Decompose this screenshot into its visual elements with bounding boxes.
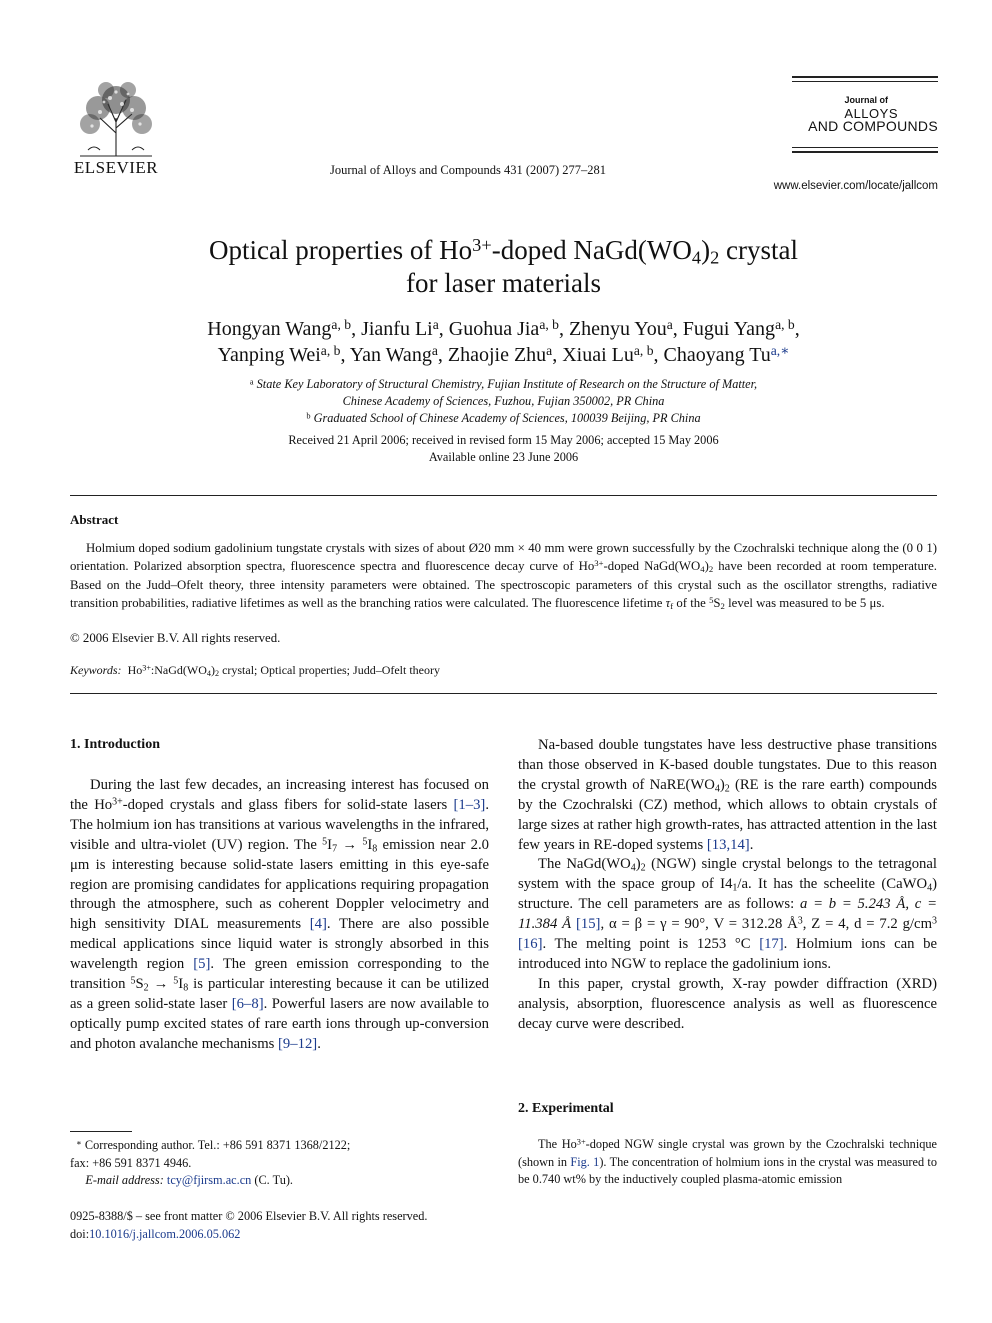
elsevier-tree-icon <box>70 78 162 158</box>
journal-logo-rule-bottom-thin <box>792 147 938 148</box>
abstract-body <box>70 539 937 612</box>
email-line: E-mail address: tcy@fjirsm.ac.cn (C. Tu). <box>85 1173 294 1187</box>
citation-link[interactable]: [4] <box>309 916 327 933</box>
rule-above-abstract <box>70 495 937 496</box>
citation-link[interactable]: [5] <box>193 956 211 973</box>
doi-line: doi:10.1016/j.jallcom.2006.05.062 <box>70 1226 241 1241</box>
experimental-body <box>518 1136 937 1189</box>
available-online: Available online 23 June 2006 <box>428 450 579 464</box>
keywords: Keywords: $Ho^{3+}:NaGd(WO_4)_2$ crystal; Optical properties; Judd–Ofelt theory <box>70 663 441 679</box>
journal-url[interactable]: www.elsevier.com/locate/jallcom <box>773 180 938 192</box>
title-line1: Optical properties of $Ho^{3+}$-doped $NaGd(WO_4)_2$ crystal <box>208 234 798 268</box>
author: Yan Wang$^a$, <box>349 342 448 366</box>
footnotes <box>70 1137 489 1190</box>
affiliation-a-cont: Chinese Academy of Sciences, Fuzhou, Fujian 350002, PR China <box>342 394 665 408</box>
title-line2: for laser materials <box>406 268 601 298</box>
journal-logo-rule-top <box>792 76 938 78</box>
citation-link[interactable]: [6–8] <box>231 995 264 1012</box>
affiliations <box>70 376 937 427</box>
journal-logo-text <box>792 94 938 133</box>
author-list <box>70 316 937 368</box>
author: Jianfu Li$^a$, <box>361 316 449 340</box>
journal-citation: Journal of Alloys and Compounds 431 (2007) 277–281 <box>330 163 607 177</box>
journal-logo-line2: ALLOYS <box>844 106 898 121</box>
author: Hongyan Wang$^{a, b}$, <box>207 316 362 340</box>
journal-logo-rule-top-thin <box>792 81 938 82</box>
author: Zhaojie Zhu$^a$, <box>447 342 563 366</box>
journal-logo-line3: AND COMPOUNDS <box>808 118 938 134</box>
keywords-label: Keywords: <box>70 663 122 677</box>
section-heading-introduction: 1. Introduction <box>70 737 160 752</box>
rule-below-keywords <box>70 693 937 694</box>
intro-paragraph-1: During the last few decades, an increasing interest has focused on the $Ho^{3+}$-doped crystals and glass fibers for solid-state lasers [1–3]. The holmium ion has transitions at various wavelengths in the infrared, visible and ultra-violet (UV) region. The $^5I_7 \to ^5I_8$ emission near 2.0 μm is interesting because solid-state lasers emitting in this eye-safe region are promising candidates for applications requiring propagation through the atmosphere, such as coherent Doppler velocimetry and high sensitivity DIAL measurements [4]. There are also possible medical applications since liquid water is strongly absorbed in this wavelength region [5]. The green emission corresponding to the transition $^5S_2 \to ^5I_8$ is particular interesting because it can be utilized as a green solid-state laser [6–8]. Powerful lasers are now available to optically pump excited states of rare earth ions through up-conversion and photon avalanche mechanisms [9–12]. <box>70 777 490 1052</box>
right-column <box>518 736 937 1035</box>
author: Fugui Yang$^{a, b}$, <box>682 316 800 340</box>
publisher-name: ELSEVIER <box>73 158 159 177</box>
doi-link[interactable]: 10.1016/j.jallcom.2006.05.062 <box>89 1226 241 1241</box>
citation-link[interactable]: [9–12] <box>278 1035 318 1052</box>
author: Xiuai Lu$^{a, b}$, <box>562 342 664 366</box>
citation-link[interactable]: [16] <box>518 936 543 953</box>
citation-link[interactable]: [1–3] <box>453 796 486 813</box>
email-link[interactable]: tcy@fjirsm.ac.cn <box>166 1173 252 1187</box>
article-title <box>70 234 937 300</box>
author: Yanping Wei$^{a, b}$, <box>217 342 350 366</box>
figure-link[interactable]: Fig. 1 <box>570 1154 600 1169</box>
received-dates: Received 21 April 2006; received in revised form 15 May 2006; accepted 15 May 2006 <box>288 433 719 447</box>
affiliation-a: $^a$ State Key Laboratory of Structural Chemistry, Fujian Institute of Research on the Structure of Matter, <box>249 377 758 391</box>
intro-paragraph-2: Na-based double tungstates have less destructive phase transitions than those observed in K-based double tungstates. Due to this reason the crystal growth of $NaRE(WO_4)_2$ (RE is the rare earth) compounds by the Czochralski (CZ) method, which allows to obtain crystals of large sizes at rather high growth-rates, has attracted attention in the last few years in RE-doped systems [13,14]. <box>518 737 937 853</box>
fax-line: fax: +86 591 8371 4946. <box>70 1155 192 1170</box>
abstract-heading: Abstract <box>70 512 119 527</box>
author-corresponding: Chaoyang $Tu^{a,∗}$ <box>663 342 790 366</box>
citation-link[interactable]: [15] <box>575 916 601 933</box>
author: Guohua Jia$^{a, b}$, <box>448 316 569 340</box>
intro-paragraph-4: In this paper, crystal growth, X-ray powder diffraction (XRD) analysis, absorption, fluorescence analysis as well as fluorescence decay curve were described. <box>518 975 937 1032</box>
citation-link[interactable]: [17] <box>759 936 784 953</box>
affiliation-b: $^b$ Graduated School of Chinese Academy of Sciences, 100039 Beijing, PR China <box>306 411 701 425</box>
journal-logo-rule-bottom <box>792 151 938 153</box>
citation-link[interactable]: [13,14] <box>706 836 750 853</box>
footnote-rule <box>70 1131 132 1132</box>
journal-logo-line1: Journal of <box>844 95 888 105</box>
journal-logo <box>792 76 938 153</box>
issn-line: 0925-8388/$ – see front matter © 2006 Elsevier B.V. All rights reserved. <box>70 1209 428 1223</box>
corresponding-author-note: ∗ Corresponding author. Tel.: +86 591 8371 1368/2122; <box>76 1138 351 1152</box>
intro-paragraph-3: The $NaGd(WO_4)_2$ (NGW) single crystal belongs to the tetragonal system with the space group of $I4_1/a$. It has the scheelite (CaWO$_4$) structure. The cell parameters are as follows: a = b = 5.243 Å, c = 11.384 Å [15], α = β = γ = 90°, V = 312.28 $Å^3$, Z = 4, d = 7.2 $g/cm^3$ [16]. The melting point is 1253 °C [17]. Holmium ions can be introduced into NGW to replace the gadolinium ions. <box>518 856 937 972</box>
experimental-paragraph-1: The $Ho^{3+}$-doped NGW single crystal was grown by the Czochralski technique (shown in Fig. 1). The concentration of holmium ions in the crystal was measured to be 0.740 wt% by the inductively coupled plasma-atomic emission <box>518 1137 938 1186</box>
article-dates <box>70 432 937 466</box>
abstract-paragraph: Holmium doped sodium gadolinium tungstate crystals with sizes of about Ø20 mm × 40 mm were grown successfully by the Czochralski technique along the (0 0 1) orientation. Polarized absorption spectra, fluorescence spectra and fluorescence decay curve of $Ho^{3+}$-doped $NaGd(WO_4)_2$ have been recorded at room temperature. Based on the Judd–Ofelt theory, three intensity parameters were obtained. The spectroscopic parameters of this crystal such as the oscillator strengths, radiative transition probabilities, radiative lifetimes as well as the branching ratios were calculated. The fluorescence lifetime $\tau_f$ of the $^5S_2$ level was measured to be 5 μs. <box>70 541 937 612</box>
abstract-copyright: © 2006 Elsevier B.V. All rights reserved. <box>70 631 281 645</box>
front-matter-info <box>70 1208 489 1243</box>
section-heading-experimental: 2. Experimental <box>518 1101 614 1116</box>
left-column <box>70 776 489 1055</box>
author: Zhenyu You$^a$, <box>568 316 683 340</box>
